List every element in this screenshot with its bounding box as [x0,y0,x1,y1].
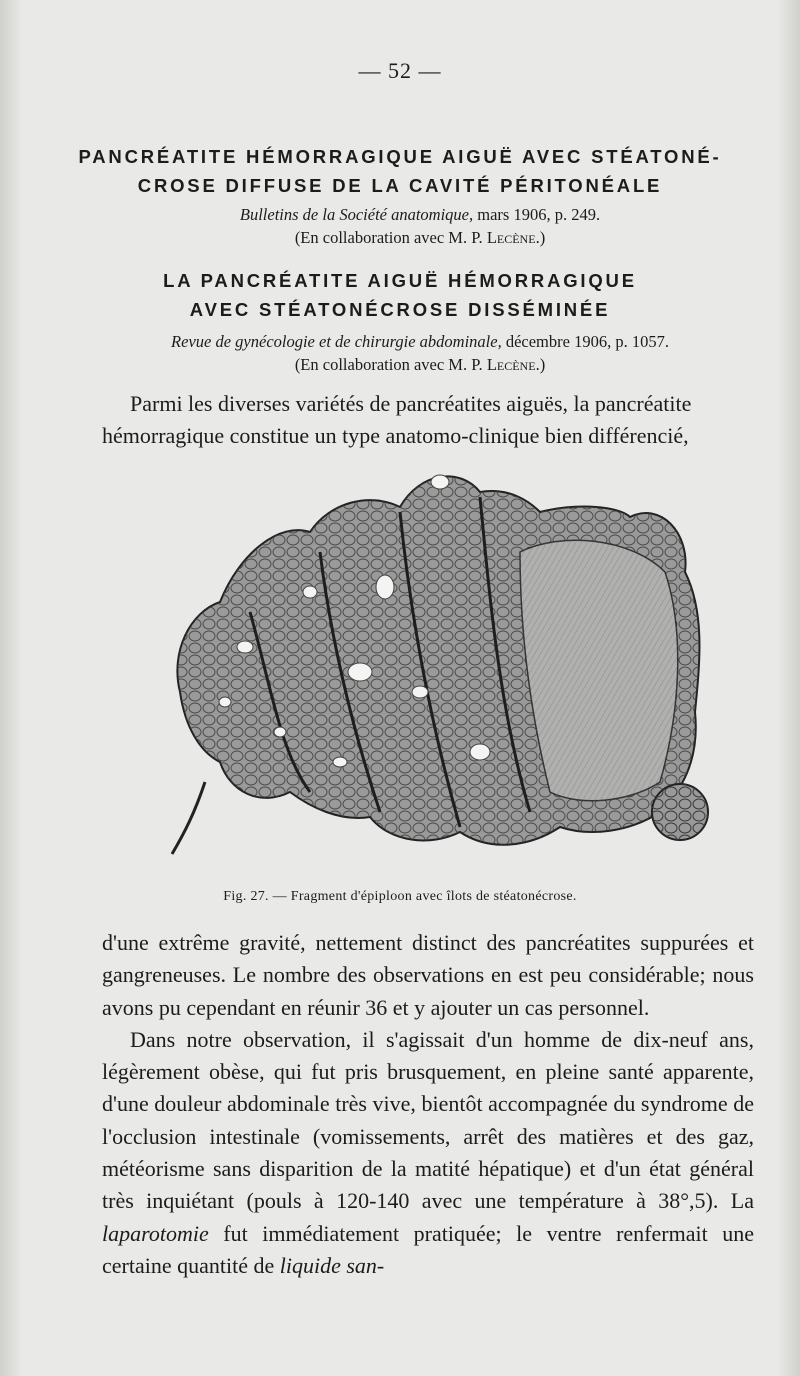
journal-name: Revue de gynécologie et de chirurgie abdominale, [171,332,502,351]
citation [100,330,740,376]
observation-paragraph [102,1024,754,1282]
paragraph-text: fut immédiatement pratiquée; le ventre renfermait une certaine quantité de [102,1220,754,1278]
section-title [40,266,760,324]
section-title-line: AVEC STÉATONÉCROSE DISSÉMINÉE [189,299,611,320]
citation-details: décembre 1906, p. 1057. [501,332,669,351]
continuation-paragraph [102,927,754,1282]
collab-suffix: .) [535,355,546,374]
journal-name: Bulletins de la Société anatomique, [239,205,474,224]
paragraph-text: Dans notre observation, il s'agissait d'un homme de dix-neuf ans, légèrement obèse, qui fut pris brusquement, en pleine santé apparente, d'une douleur abdominale très vive, bientôt accompagnée du syndrome de l'occlusion intestinale (vomissements, arrêt des matières et des gaz, météorisme sans disparition de la matité hépatique) et d'un état général très inquiétant (pouls à 120-140 avec une température à 38°,5). La [102,1026,754,1214]
collab-name: Lecène [486,355,536,374]
citation-source [120,203,720,226]
section-title-line: PANCRÉATITE HÉMORRAGIQUE AIGUË AVEC STÉATONÉ- [78,146,722,167]
text-line: Parmi les diverses variétés de pancréatites aiguës, la pancréatite [130,391,692,416]
page-number: — 52 — [358,58,442,83]
section-title-line: LA PANCRÉATITE AIGUË HÉMORRAGIQUE [163,270,637,291]
text-line: hémorragique constitue un type anatomo-clinique bien différencié, [102,423,689,449]
figure-caption: Fig. 27. — Fragment d'épiploon avec îlots de stéatonécrose. [223,889,577,904]
collab-suffix: .) [535,228,546,247]
citation-source [100,330,740,353]
epiploon-fragment-engraving [160,462,720,872]
section-title [40,142,760,200]
collab-prefix: (En collaboration avec M. P. [294,228,487,247]
emphasis-text: laparotomie [102,1220,209,1246]
intro-paragraph [102,388,754,453]
collab-name: Lecène [486,228,536,247]
citation [120,203,720,249]
paragraph-text: d'une extrême gravité, nettement distinct des pancréatites suppurées et gangreneuses. Le nombre des observations en est peu considérable; nous avons pu cependant en réunir 36 et y ajouter un cas personnel. [102,930,754,1020]
collab-prefix: (En collaboration avec M. P. [294,355,487,374]
page-edge-shadow [0,0,22,1376]
section-title-line: CROSE DIFFUSE DE LA CAVITÉ PÉRITONÉALE [137,175,663,196]
emphasis-text: liquide san- [279,1252,385,1278]
citation-collaboration [100,353,740,376]
citation-collaboration [120,226,720,249]
page-edge-shadow [778,0,800,1376]
citation-details: mars 1906, p. 249. [473,205,601,224]
